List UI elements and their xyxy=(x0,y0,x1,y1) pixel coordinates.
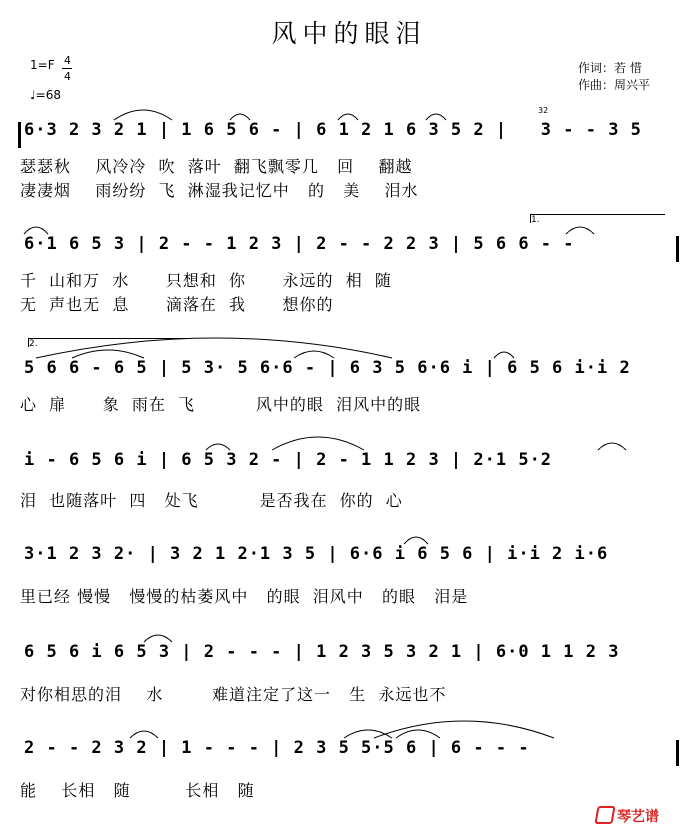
grace-note: 32 xyxy=(538,106,549,115)
notes-row-5: 3·1 2 3 2· | 3 2 1 2·1 3 5 | 6·6 i 6 5 6 | i·i 2 i·6 xyxy=(24,544,609,564)
repeat-start-barline xyxy=(18,122,21,148)
time-signature-line xyxy=(62,68,72,69)
slurs-row-4 xyxy=(18,428,682,452)
song-title: 风中的眼泪 xyxy=(271,19,427,48)
notes-row-3: 5 6 6 - 6 5 | 5 3· 5 6·6 - | 6 3 5 6·6 i | 6 5 6 i·i 2 xyxy=(24,358,631,378)
time-signature-bottom: 4 xyxy=(64,70,71,83)
lyricist-credit: 作词：若 惜 xyxy=(578,61,642,75)
lyric-row-5: 里已经 慢慢 慢慢的枯萎风中 的眼 泪风中 的眼 泪是 xyxy=(20,587,469,606)
second-ending: 2. xyxy=(28,338,189,347)
score-row-1 xyxy=(18,106,682,200)
slurs-row-3 xyxy=(18,336,682,360)
notes-row-7: 2 - - 2 3 2 | 1 - - - | 2 3 5 5·5 6 | 6 - - - xyxy=(24,738,530,758)
lyric-row-3: 心 扉 象 雨在 飞 风中的眼 泪风中的眼 xyxy=(20,395,422,414)
lyric-row-6: 对你相思的泪 水 难道注定了这一 生 永远也不 xyxy=(20,685,447,704)
lyric-row-7: 能 长相 随 长相 随 xyxy=(20,781,255,800)
slurs-row-5 xyxy=(18,522,682,546)
credits xyxy=(578,60,650,94)
slurs-row-7 xyxy=(18,716,682,740)
time-signature-top: 4 xyxy=(64,54,71,67)
notes-row-6: 6 5 6 i 6 5 3 | 2 - - - | 1 2 3 5 3 2 1 | 6·0 1 1 2 3 xyxy=(24,642,620,662)
score-row-6 xyxy=(18,640,682,722)
slurs-row-2 xyxy=(18,212,682,236)
final-barline xyxy=(676,740,679,766)
tempo-marking: ♩=68 xyxy=(30,88,61,102)
score-row-3 xyxy=(18,339,682,438)
score-row-4 xyxy=(18,448,682,530)
lyric-row-4: 泪 也随落叶 四 处飞 是否我在 你的 心 xyxy=(20,491,403,510)
lyric-row-1-verse-1: 瑟瑟秋 风冷冷 吹 落叶 翻飞飘零几 回 翻越 xyxy=(20,157,413,176)
logo-icon xyxy=(594,806,615,824)
notes-row-4: i - 6 5 6 i | 6 5 3 2 - | 2 - 1 1 2 3 | 2·1 5·2 xyxy=(24,450,553,470)
lyric-row-2-verse-2: 无 声也无 息 滴落在 我 想你的 xyxy=(20,295,334,314)
repeat-end-barline xyxy=(676,236,679,262)
slurs-row-1 xyxy=(18,98,682,122)
first-ending: 1. xyxy=(530,214,665,223)
key-signature: 1=F xyxy=(30,58,55,72)
site-logo[interactable]: 琴艺谱 xyxy=(596,806,659,826)
score-row-7 xyxy=(18,736,682,818)
notes-row-2: 6·1 6 5 3 | 2 - - 1 2 3 | 2 - - 2 2 3 | 5 6 6 - - xyxy=(24,234,575,254)
score-row-5 xyxy=(18,542,682,624)
notes-row-1: 6·3 2 3 2 1 | 1 6 5 6 - | 6 1 2 1 6 3 5 2 | 3 - - 3 5 xyxy=(24,120,642,140)
lyric-row-2-verse-1: 千 山和万 水 只想和 你 永远的 相 随 xyxy=(20,271,392,290)
composer-credit: 作曲：周兴平 xyxy=(578,78,651,92)
score-row-2 xyxy=(18,215,682,314)
lyric-row-1-verse-2: 凄凄烟 雨纷纷 飞 淋湿我记忆中 的 美 泪水 xyxy=(20,181,419,200)
slurs-row-6 xyxy=(18,620,682,644)
